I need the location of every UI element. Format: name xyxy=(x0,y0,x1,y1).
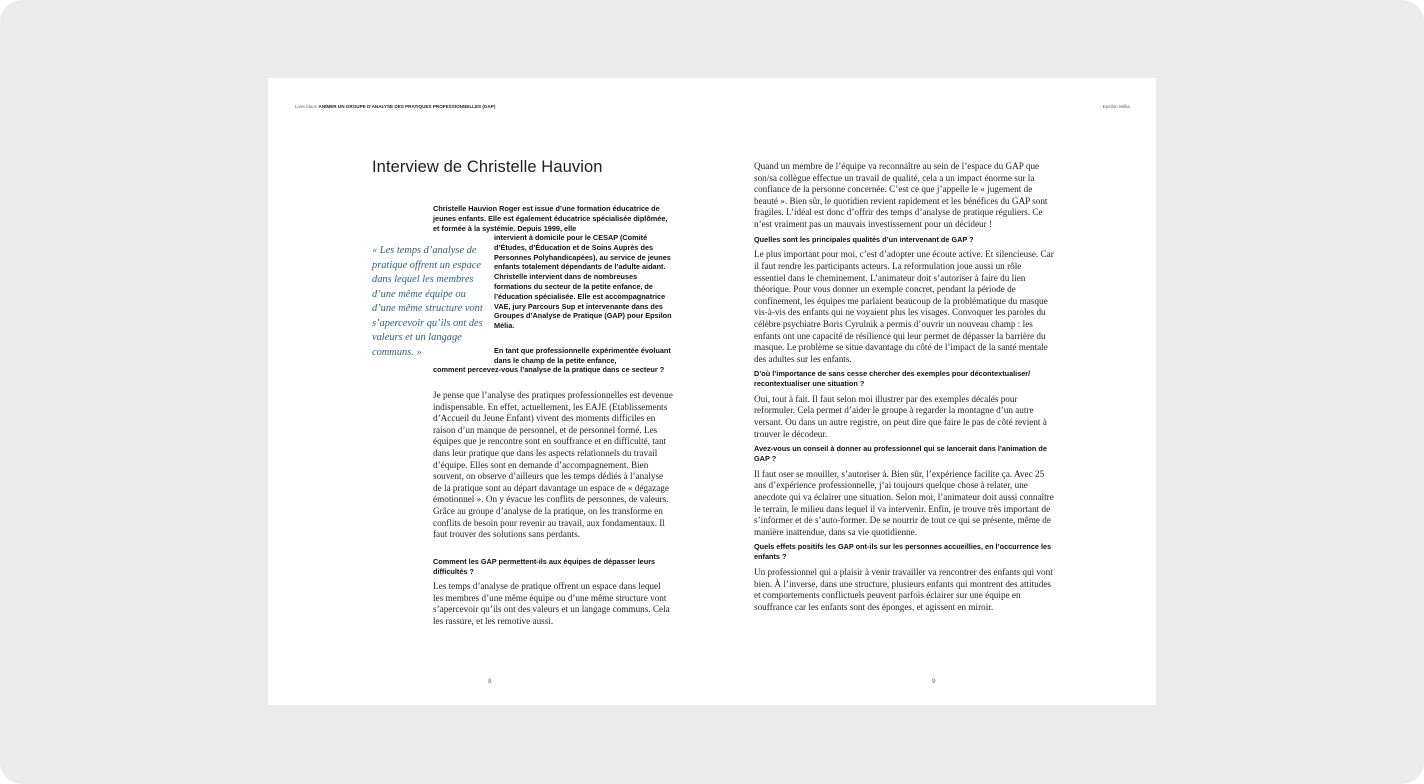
answer-2-continued: Quand un membre de l’équipe va reconnaître au sein de l’espace du GAP que son/sa collègue effectue un travail de qualité, cela a un impact énorme sur la confiance de la personne concernée. C’est ce que j’appelle le « jugement de beauté ». Bien sûr, le quotidien revient rapidement et les bénéfices du GAP sont fragiles. L’idéal est donc d’offrir des temps d’analyse de pratique réguliers. Ce n’est vraiment pas un mauvais investissement pour un décideur ! xyxy=(754,161,1048,229)
question-6: Quels effets positifs les GAP ont-ils sur les personnes accueillies, en l’occurrence les enfants ? xyxy=(754,542,1052,562)
question-1-part-2: comment percevez-vous l’analyse de la pratique dans ce secteur ? xyxy=(433,365,665,374)
bio-continued: intervient à domicile pour le CESAP (Comité d’Études, d’Éducation et de Soins Auprès des Personnes Polyhandicapées), au service de jeunes enfants totalement dépendants de l’adulte aidant. Christelle intervient dans de nombreuses formations du secteur de la petite enfance, de l’éducation spécialisée. Elle est accompagnatrice VAE, jury Parcours Sup et intervenante dans des Groupes d’Analyse de Pratique (GAP) pour Epsilon Mélia. xyxy=(494,233,672,331)
running-head-left xyxy=(295,104,495,109)
answer-4: Oui, tout à fait. Il faut selon moi illustrer par des exemples décalés pour reformuler. Cela permet d’aider le groupe à regarder la montagne d’un autre versant. Ou dans un autre registre, on peut dire que faire le pas de côté revient à trouver le décodeur. xyxy=(754,393,1047,439)
document-spread xyxy=(268,78,1156,705)
running-head-prefix: Livre blanc xyxy=(295,104,318,109)
answer-3: Le plus important pour moi, c’est d’adopter une écoute active. Et silencieuse. Car il faut rendre les participants acteurs. La reformulation joue aussi un rôle essentiel dans le cheminement. L’animateur doit s’autoriser à faire du lien théorique. Pour vous donner un exemple concret, pendant la période de confinement, les équipes me parlaient beaucoup de la problématique du masque vis-à-vis des enfants qui ne voyaient plus les visages. Convoquer les paroles du célèbre psychiatre Boris Cyrulnik a permis d’ouvrir un nouveau champ : les enfants ont une capacité de résilience qui leur permet de dépasser la barrière du masque. Le problème se situe davantage du côté de l’impact de la santé mentale des adultes sur les enfants. xyxy=(754,249,1054,364)
answer-5: Il faut oser se mouiller, s’autoriser à. Bien sûr, l’expérience facilite ça. Avec 25 ans d’expérience professionnelle, j’ai toujours quelque chose à relater, une anecdote qui va éclairer une situation. Selon moi, l’animateur doit aussi connaître le terrain, le milieu dans lequel il va intervenir. Enfin, je trouve très important de s’informer et de s’auto-former. De se nourrir de tout ce qui se présente, même de manière inattendue, dans sa vie quotidienne. xyxy=(754,468,1054,537)
page-title: Interview de Christelle Hauvion xyxy=(372,158,603,176)
question-5: Avez-vous un conseil à donner au professionnel qui se lancerait dans l’animation de GAP ? xyxy=(754,444,1047,464)
pull-quote: « Les temps d’analyse de pratique offrent un espace dans lequel les membres d’une même équipe ou d’une même structure vont s’apercevoir qu’ils ont des valeurs et un langage communs. » xyxy=(372,245,483,358)
running-head-title: ANIMER UN GROUPE D’ANALYSE DES PRATIQUES PROFESSIONNELLES (GAP) xyxy=(318,104,496,109)
answer-2: Les temps d’analyse de pratique offrent un espace dans lequel les membres d’une même équipe ou d’une même structure vont s’apercevoir qu’ils ont des valeurs et un langage communs. Cela les rassure, et les remotive aussi. xyxy=(433,581,670,626)
bio-intro: Christelle Hauvion Roger est issue d’une formation éducatrice de jeunes enfants. Elle est également éducatrice spécialisée diplômée, et formée à la systémie. Depuis 1999, elle xyxy=(433,204,668,233)
answer-6: Un professionnel qui a plaisir à venir travailler va rencontrer des enfants qui vont bien. À l’inverse, dans une structure, plusieurs enfants qui montrent des attitudes et comportements conflictuels peuvent parfois éclairer sur une équipe en souffrance car les enfants sont des éponges, et agissent en miroir. xyxy=(754,567,1053,612)
page-number-right: 9 xyxy=(932,678,936,685)
question-3: Quelles sont les principales qualités d’un intervenant de GAP ? xyxy=(754,234,974,244)
right-column xyxy=(754,161,1054,617)
question-1-part-1: En tant que professionnelle expérimentée évoluant dans le champ de la petite enfance, xyxy=(494,346,671,365)
answer-1: Je pense que l’analyse des pratiques professionnelles est devenue indispensable. En effet, actuellement, les EAJE (Etablissements d’Accueil du Jeune Enfant) vivent des moments difficiles en raison d’un manque de personnel, et de personnel formé. Les équipes que je rencontre sont en souffrance et en difficulté, tant dans leur pratique que dans les aspects relationnels du travail d’équipe. Elles sont en demande d’accompagnement. Bien souvent, on observe d’ailleurs que les temps dédiés à l’analyse de la pratique sont au départ davantage un espace de « dégazage émotionnel ». On y évacue les conflits de personnes, de valeurs. Grâce au groupe d’analyse de la pratique, on les transforme en conflits de besoin pour revenir au travail, aux fondamentaux. Il faut trouver des solutions sans perdants. xyxy=(433,390,673,540)
question-4: D’où l’importance de sans cesse chercher des exemples pour décontextualiser/ recontextualiser une situation ? xyxy=(754,369,1031,389)
question-2: Comment les GAP permettent-ils aux équipes de dépasser leurs difficultés ? xyxy=(433,557,656,576)
page-number-left: 8 xyxy=(488,678,492,685)
running-head-right: Epsilon Mélia xyxy=(1102,104,1130,109)
